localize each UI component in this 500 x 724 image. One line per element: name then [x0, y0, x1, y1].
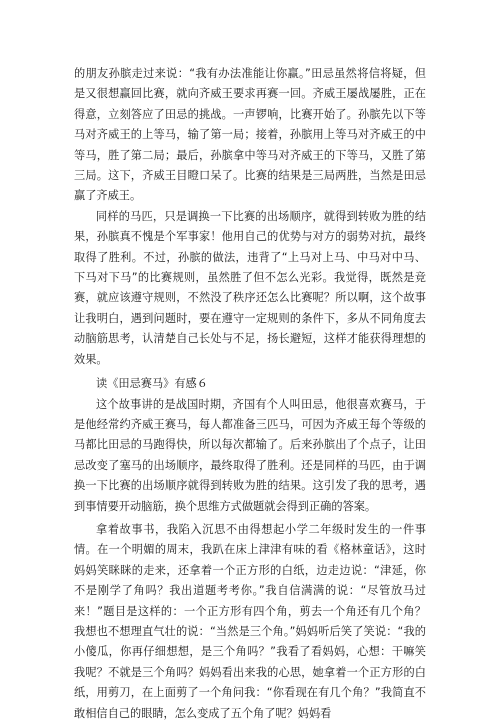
paragraph-1: 的朋友孙膑走过来说：“我有办法准能让你赢。”田忌虽然将信将疑，但是又很想赢回比赛，就向齐威王要求再赛一回。齐威王屡战屡胜，正在得意，立刻答应了田忌的挑战。一声锣响，比赛开始了。孙膑先以下等马对齐威王的上等马，输了第一局；接着，孙膑用上等马对齐威王的中等马，胜了第二局；最后，孙膑拿中等马对齐威王的下等马，又胜了第三局。这下，齐威王目瞪口呆了。比赛的结果是三局两胜，当然是田忌赢了齐威王。	[74, 67, 426, 203]
paragraph-2: 同样的马匹，只是调换一下比赛的出场顺序，就得到转败为胜的结果，孙膑真不愧是个军事家！他用自己的优势与对方的弱势对抗，最终取得了胜利。不过，孙膑的做法，违背了“上马对上马、中马对中马、下马对下马”的比赛规则，虽然胜了但不怎么光彩。我觉得，既然是竞赛，就应该遵守规则，不然没了秩序还怎么比赛呢？所以啊，这个故事让我明白，遇到问题时，要在遵守一定规则的条件下，多从不同角度去动脑筋思考，认清楚自己长处与不足，扬长避短，这样才能获得理想的效果。	[74, 209, 426, 366]
paragraph-4: 拿着故事书，我陷入沉思不由得想起小学二年级时发生的一件事情。在一个明媚的周末，我趴在床上津津有味的看《格林童话》，这时妈妈笑眯眯的走来，还拿着一个正方形的白纸，边走边说：“津延，你不是刚学了角吗？我出道题考考你。”我自信满满的说：“尽管放马过来！”题目是这样的：一个正方形有四个角，剪去一个角还有几个角？我想也不想理直气壮的说：“当然是三个角。”妈妈听后笑了笑说：“我的小傻瓜，你再仔细想想，是三个角吗？”我看了看妈妈，心想：干嘛笑我呢？不就是三个角吗？妈妈看出来我的心思，她拿着一个正方形的白纸，用剪刀，在上面剪了一个角问我：“你看现在有几个角？”我简直不敢相信自己的眼睛，怎么变成了五个角了呢？妈妈看	[74, 522, 426, 720]
paragraph-3: 这个故事讲的是战国时期，齐国有个人叫田忌，他很喜欢赛马，于是他经常约齐威王赛马，每人都准备三匹马，可因为齐威王每个等级的马都比田忌的马跑得快，所以每次都输了。后来孙膑出了个点子，让田忌改变了塞马的出场顺序，最终取得了胜利。还是同样的马匹，由于调换一下比赛的出场顺序就得到转败为胜的结果。这引发了我的思考，遇到事情要开动脑筋，换个思维方式做题就会得到正确的答案。	[74, 397, 426, 513]
essay-heading: 读《田忌赛马》有感６	[96, 377, 208, 391]
document-page	[74, 64, 426, 724]
